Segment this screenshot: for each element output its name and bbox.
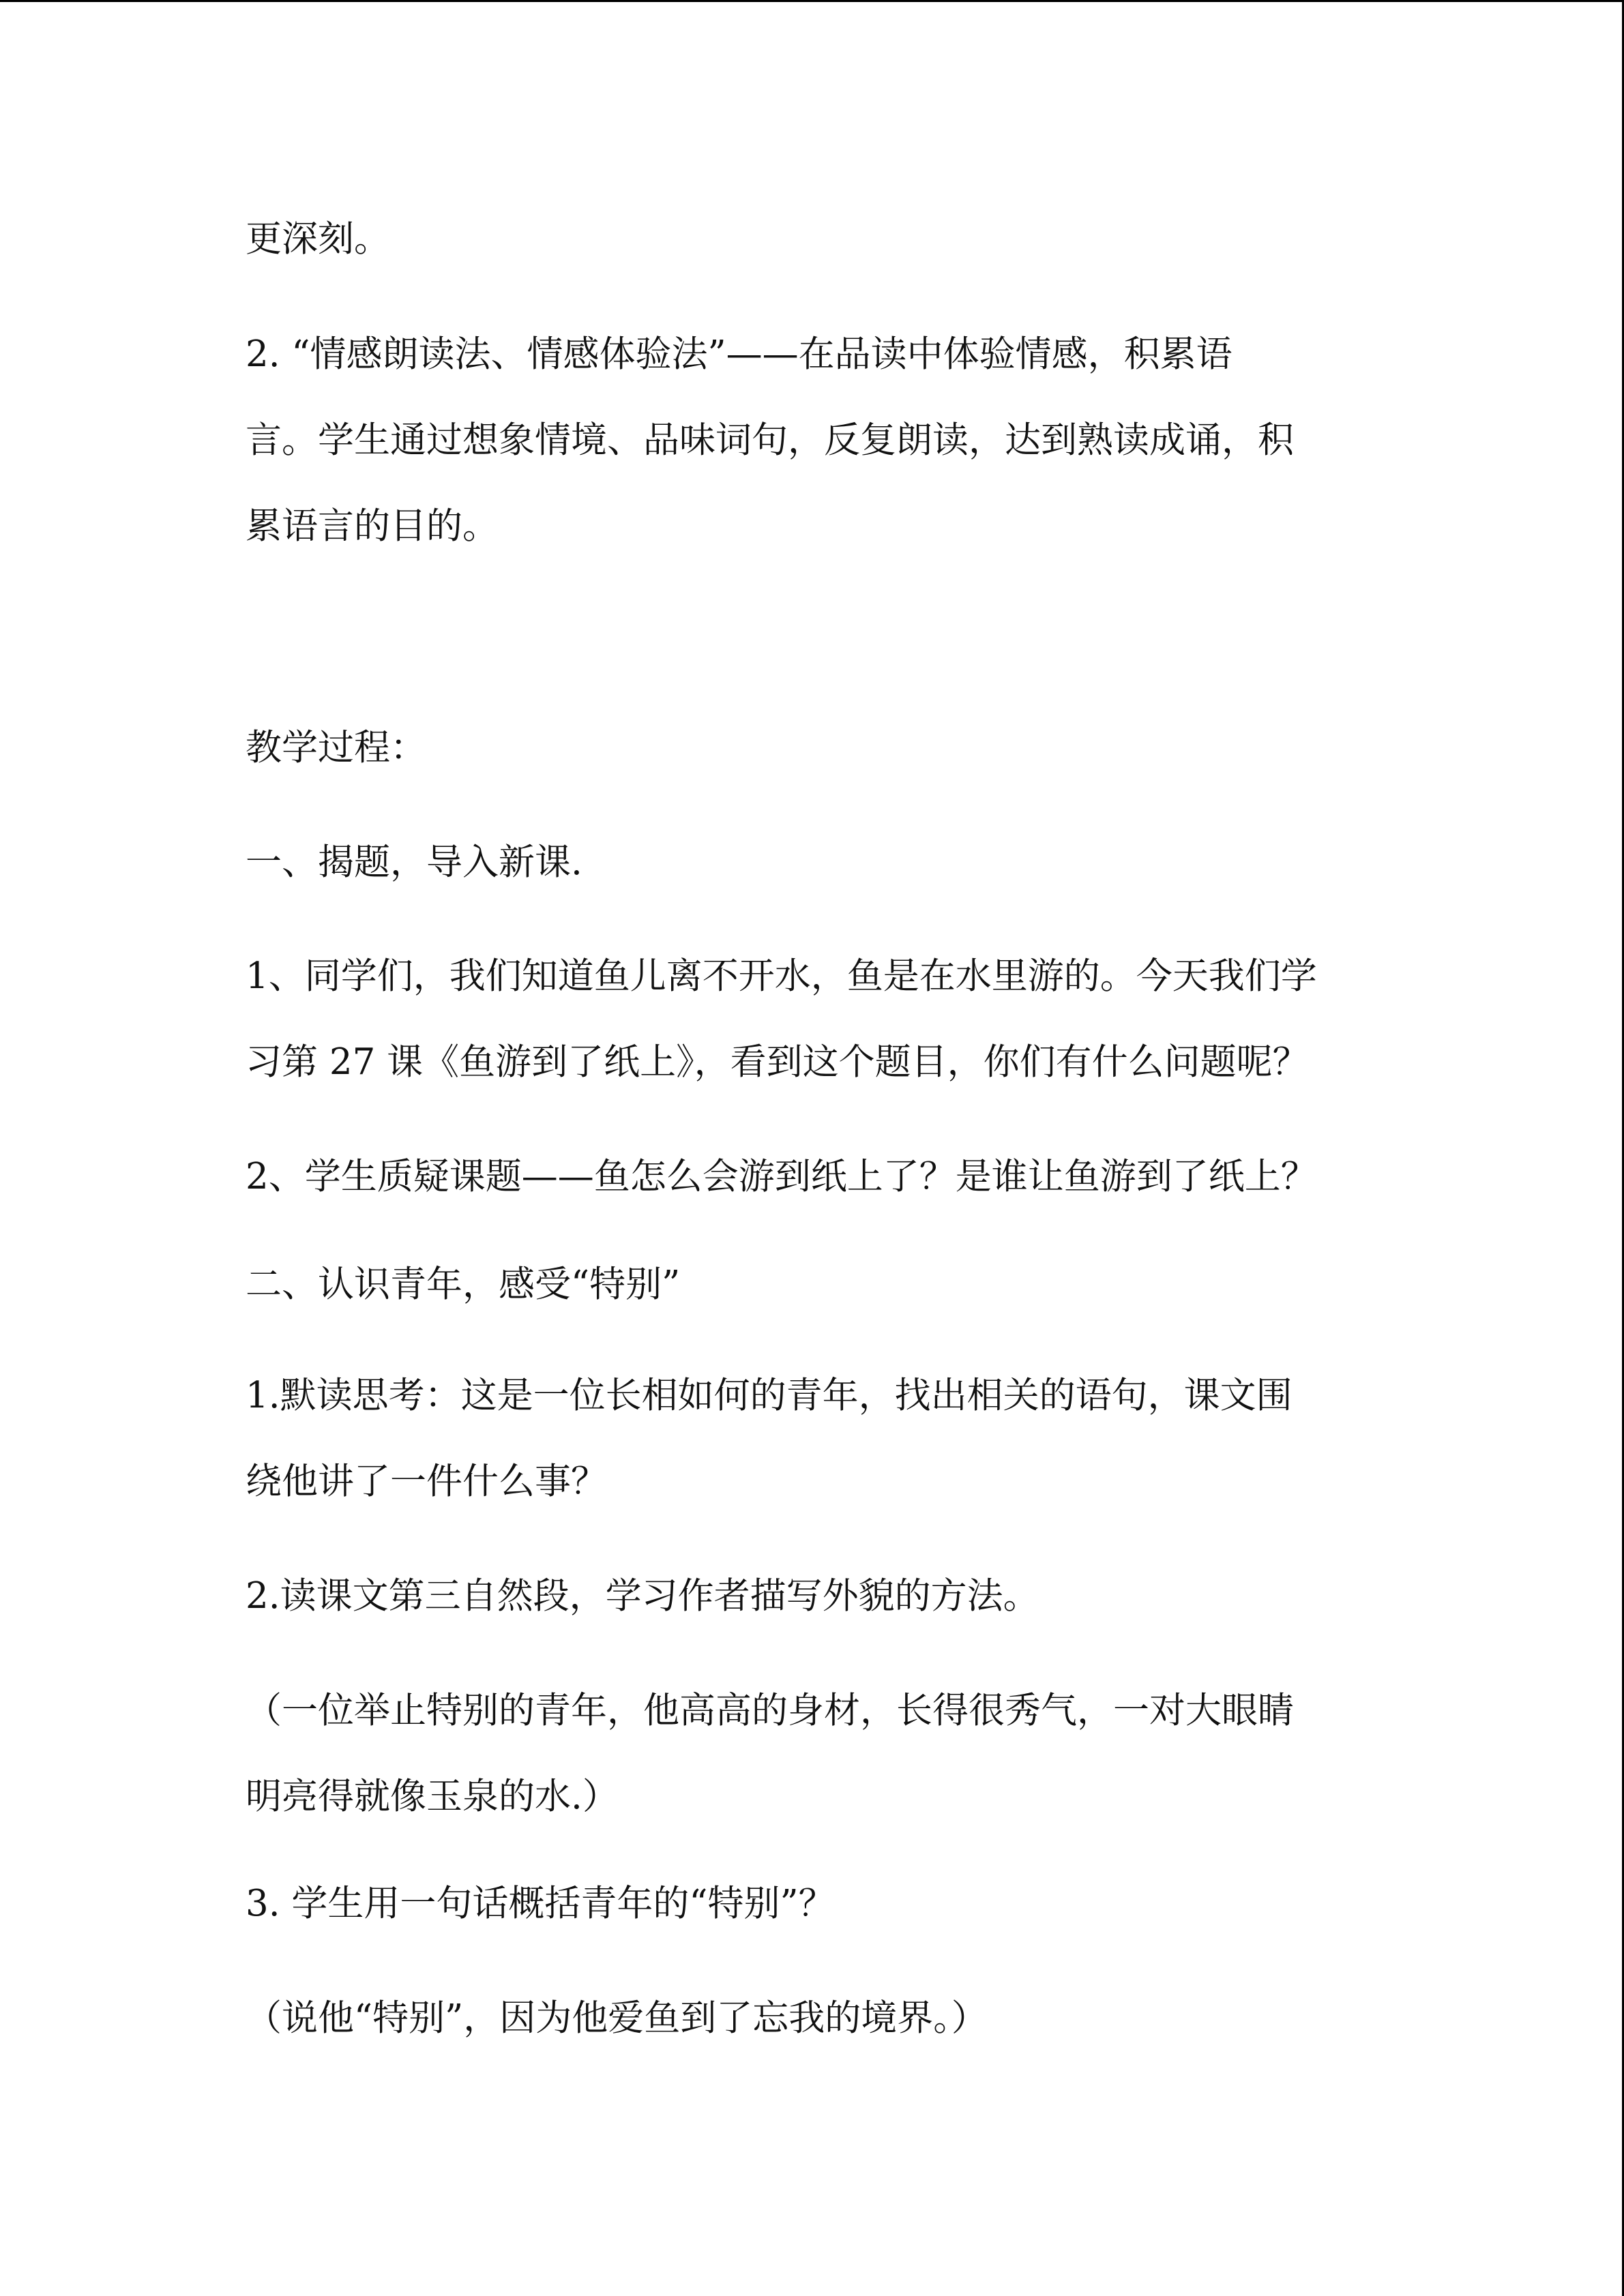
section-heading: 一、揭题，导入新课. [246,841,582,883]
paragraph-line: 1、同学们，我们知道鱼儿离不开水，鱼是在水里游的。今天我们学 [246,955,1317,997]
paragraph-line: 绕他讲了一件什么事？ [246,1461,607,1502]
section-heading: 二、认识青年，感受“特别” [246,1264,681,1305]
paragraph-line: 习第 27 课《鱼游到了纸上》，看到这个题目，你们有什么问题呢？ [246,1041,1309,1083]
paragraph-line: （说他“特别”，因为他爱鱼到了忘我的境界。） [246,1997,988,2039]
section-heading: 教学过程： [246,727,426,769]
paragraph-line: 2.读课文第三自然段，学习作者描写外貌的方法。 [246,1575,1039,1617]
paragraph-line: 明亮得就像玉泉的水.） [246,1776,619,1817]
paragraph-line: 1.默读思考：这是一位长相如何的青年，找出相关的语句，课文围 [246,1375,1293,1416]
paragraph-line: 更深刻。 [246,218,390,260]
paragraph-line: 累语言的目的。 [246,505,499,547]
paragraph-line: 2. “情感朗读法、情感体验法”——在品读中体验情感，积累语 [246,333,1232,375]
paragraph-line: （一位举止特别的青年，他高高的身材，长得很秀气，一对大眼睛 [246,1690,1294,1731]
paragraph-line: 言。学生通过想象情境、品味词句，反复朗读，达到熟读成诵，积 [246,419,1294,461]
paragraph-line: 3. 学生用一句话概括青年的“特别”？ [246,1883,835,1924]
paragraph-line: 2、学生质疑课题——鱼怎么会游到纸上了？是谁让鱼游到了纸上？ [246,1156,1317,1197]
